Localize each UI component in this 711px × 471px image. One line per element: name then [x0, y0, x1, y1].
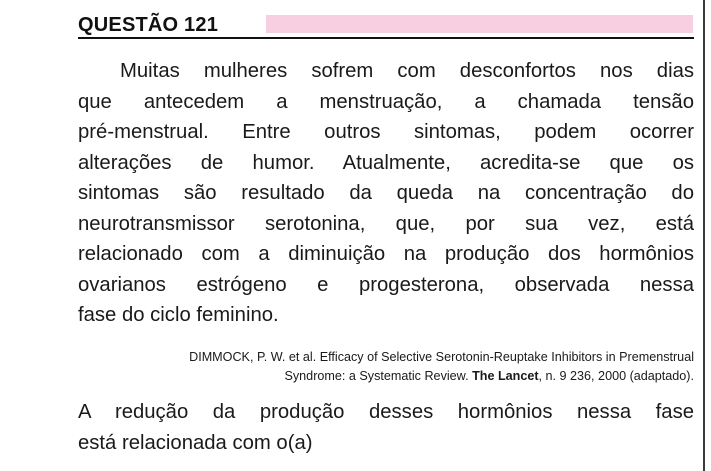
citation-line: [78, 367, 694, 386]
passage-line: que antecedem a menstruação, a chamada tensão: [78, 90, 694, 113]
header-underline: [78, 37, 694, 39]
passage-line: fase do ciclo feminino.: [78, 304, 279, 326]
passage-text: [78, 56, 694, 331]
citation-text: , n. 9 236, 2000 (adaptado).: [538, 369, 694, 383]
citation-text: Syndrome: a Systematic Review.: [284, 369, 473, 383]
question-prompt: [78, 397, 694, 458]
passage-line: alterações de humor. Atualmente, acredita-se que os: [78, 151, 694, 174]
source-citation: [78, 348, 694, 386]
passage-line: ovarianos estrógeno e progesterona, observada nessa: [78, 273, 694, 296]
passage-line: Muitas mulheres sofrem com desconfortos nos dias: [120, 60, 694, 82]
question-line: está relacionada com o(a): [78, 431, 313, 454]
question-line: A redução da produção desses hormônios nessa fase: [78, 401, 694, 423]
passage-line: relacionado com a diminuição na produção dos hormônios: [78, 243, 694, 265]
passage-line: neurotransmissor serotonina, que, por sua vez, está: [78, 212, 694, 235]
column-divider: [703, 0, 705, 471]
question-header: [78, 12, 694, 40]
passage-line: sintomas são resultado da queda na concentração do: [78, 182, 694, 204]
question-title: QUESTÃO 121: [78, 14, 219, 36]
citation-line: DIMMOCK, P. W. et al. Efficacy of Selective Serotonin-Reuptake Inhibitors in Premenstrual: [189, 350, 694, 364]
header-highlight-bar: [266, 15, 693, 33]
passage-line: pré-menstrual. Entre outros sintomas, podem ocorrer: [78, 121, 694, 143]
journal-name: The Lancet: [472, 369, 539, 383]
